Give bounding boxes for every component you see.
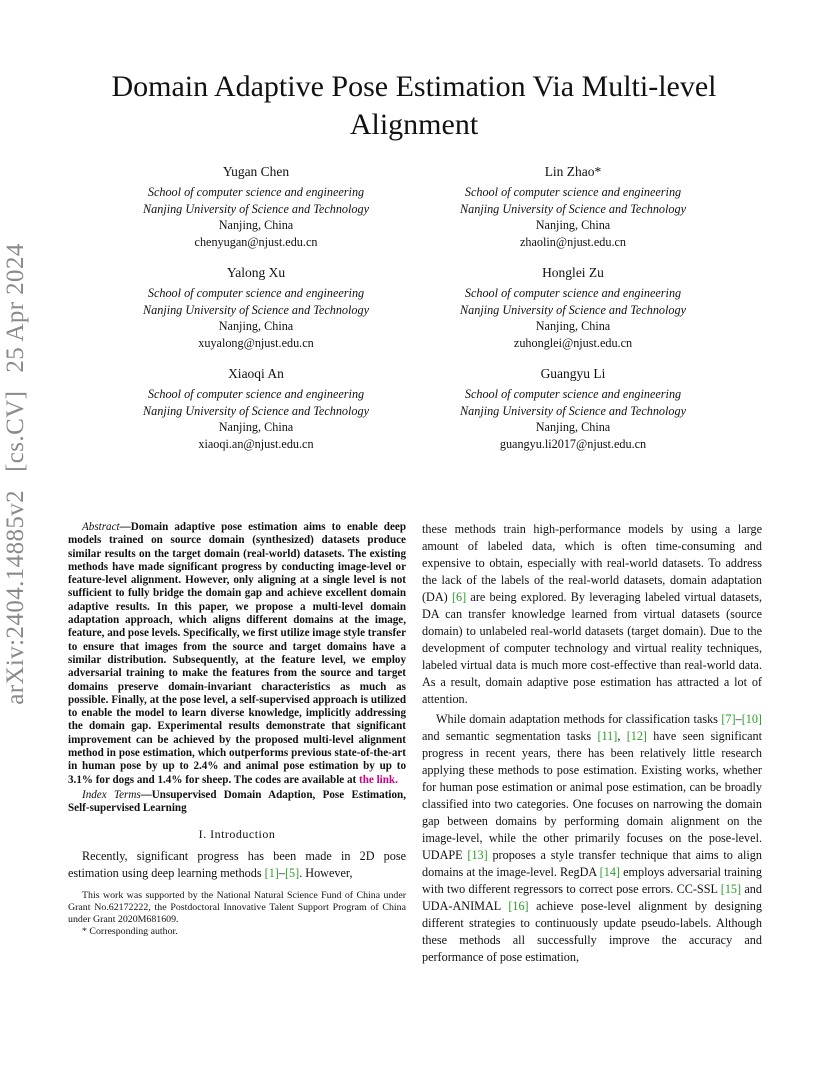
author-dept: School of computer science and engineering — [464, 386, 682, 401]
funding-footnote: This work was supported by the National Natural Science Fund of China under Grant No.62172222, the Postdoctoral Innovative Talent Support Program of China under Grant 2020M681609. — [68, 889, 406, 925]
citation-link[interactable]: [14] — [599, 865, 620, 879]
citation-link[interactable]: [5] — [284, 865, 300, 880]
abstract — [68, 521, 406, 787]
abstract-label: Abstract — [82, 521, 120, 533]
arxiv-sidebar-stamp: arXiv:2404.14885v2[cs.CV]25 Apr 2024 — [2, 243, 29, 705]
right-column — [422, 521, 762, 966]
author-name: Yalong Xu — [226, 265, 286, 280]
author-email: zuhonglei@njust.edu.cn — [513, 336, 633, 351]
author-name: Yugan Chen — [222, 164, 290, 179]
author-block — [106, 366, 406, 453]
corresponding-author-footnote: * Corresponding author. — [82, 925, 178, 937]
author-university: Nanjing University of Science and Technology — [460, 403, 686, 418]
paper-title — [0, 68, 828, 144]
citation-link[interactable]: [11] — [597, 729, 618, 743]
author-name: Lin Zhao* — [544, 164, 602, 179]
author-name: Guangyu Li — [540, 366, 606, 381]
index-terms — [68, 789, 406, 816]
author-email: xuyalong@njust.edu.cn — [198, 336, 314, 351]
author-city: Nanjing, China — [218, 420, 294, 435]
author-email: guangyu.li2017@njust.edu.cn — [499, 437, 647, 452]
author-block — [106, 265, 406, 352]
body-paragraph: these methods train high-performance models by using a large amount of labeled data, which is often time-consuming and expensive to obtain, especially with real-world datasets. To address the lack of the labels of the real-world datasets, domain adaptation (DA) [6] are being explored. By leveraging labeled virtual datasets, DA can transfer knowledge learned from virtual datasets (source domain) to unlabeled real-world datasets (target domain). Due to the development of computer technology and virtual reality techniques, labeled virtual data is much more cost-effective than real-world data. As a result, domain adaptive pose estimation has attracted a lot of attention. — [422, 522, 762, 706]
author-dept: School of computer science and engineering — [464, 184, 682, 199]
author-name: Xiaoqi An — [228, 366, 284, 381]
body-paragraph: While domain adaptation methods for classification tasks [7]–[10] and semantic segmentation tasks [11], [12] have seen significant progress in recent years, there has been relatively little research applying these methods to pose estimation. Existing works, whether for human pose estimation or animal pose estimation, can be broadly classified into two categories. One focuses on narrowing the domain gap between domains by performing domain alignment on the image-level, while the other primarily focuses on the pose-level. UDAPE [13] proposes a style transfer technique that aims to align domains at the image-level. RegDA [14] employs adversarial training with two different regressors to correct pose errors. CC-SSL [15] and UDA-ANIMAL [16] achieve pose-level alignment by designing different strategies to continuously update pseudo-labels. Although these methods all successfully improve the accuracy and performance of pose estimation, — [422, 712, 763, 964]
author-email: zhaolin@njust.edu.cn — [520, 235, 626, 250]
abstract-text: —Domain adaptive pose estimation aims to enable deep models trained on source domain (synthesized) datasets produce similar results on the target domain (real-world) datasets. The existing methods have made significant progress by conducting image-level or feature-level alignment. However, only aligning at a single level is not sufficient to fully bridge the domain gap and achieve excellent domain adaptive results. In this paper, we propose a multi-level domain adaptation approach, which aligns different domains at the image, feature, and pose levels. Specifically, we first utilize image style transfer to ensure that images from the source and target domains have a similar distribution. Subsequently, at the feature level, we employ adversarial training to make the features from the source and target domains preserve domain-invariant characteristics as much as possible. Finally, at the pose level, a self-supervised approach is utilized to enable the model to learn diverse knowledge, implicitly addressing the domain gap. Experimental results demonstrate that significant improvement can be achieved by the proposed multi-level alignment method in pose estimation, which outperforms previous state-of-the-art in human pose by up to 2.4% and animal pose estimation by up to 3.1% for dogs and 1.4% for sheep. The codes are available at — [68, 521, 406, 786]
code-link[interactable]: the link. — [359, 773, 398, 786]
author-dept: School of computer science and engineering — [464, 285, 682, 300]
author-city: Nanjing, China — [218, 218, 294, 233]
title-line-1: Domain Adaptive Pose Estimation Via Multi-level — [111, 70, 717, 103]
citation-link[interactable]: [12] — [626, 729, 647, 743]
citation-link[interactable]: [7] — [721, 712, 736, 726]
title-line-2: Alignment — [349, 108, 479, 141]
author-dept: School of computer science and engineering — [147, 285, 365, 300]
author-city: Nanjing, China — [535, 319, 611, 334]
citation-link[interactable]: [1] — [264, 865, 279, 880]
author-university: Nanjing University of Science and Technology — [143, 302, 369, 317]
section-heading: I. Introduction — [198, 826, 276, 841]
author-city: Nanjing, China — [218, 319, 294, 334]
author-city: Nanjing, China — [535, 420, 611, 435]
citation-link[interactable]: [10] — [741, 712, 762, 726]
author-email: xiaoqi.an@njust.edu.cn — [198, 437, 314, 452]
author-university: Nanjing University of Science and Technology — [460, 302, 686, 317]
author-university: Nanjing University of Science and Technology — [460, 201, 686, 216]
author-block — [106, 164, 406, 251]
author-dept: School of computer science and engineering — [147, 184, 365, 199]
citation-link[interactable]: [13] — [467, 848, 488, 862]
author-dept: School of computer science and engineering — [147, 386, 365, 401]
author-name: Honglei Zu — [542, 265, 604, 280]
intro-paragraph: Recently, significant progress has been made in 2D pose estimation using deep learning methods [1]–[5]. However, — [68, 848, 406, 880]
left-column — [68, 521, 406, 938]
index-terms-label: Index Terms — [82, 788, 141, 801]
author-email: chenyugan@njust.edu.cn — [194, 235, 318, 250]
citation-link[interactable]: [15] — [720, 882, 742, 896]
author-block — [423, 366, 723, 453]
author-university: Nanjing University of Science and Technology — [143, 201, 369, 216]
author-block — [423, 265, 723, 352]
citation-link[interactable]: [16] — [508, 899, 529, 913]
author-university: Nanjing University of Science and Technology — [143, 403, 369, 418]
index-terms-text: —Unsupervised Domain Adaption, Pose Estimation, Self-supervised Learning — [68, 788, 406, 815]
author-city: Nanjing, China — [535, 218, 611, 233]
author-block — [423, 164, 723, 251]
citation-link[interactable]: [6] — [451, 590, 467, 604]
